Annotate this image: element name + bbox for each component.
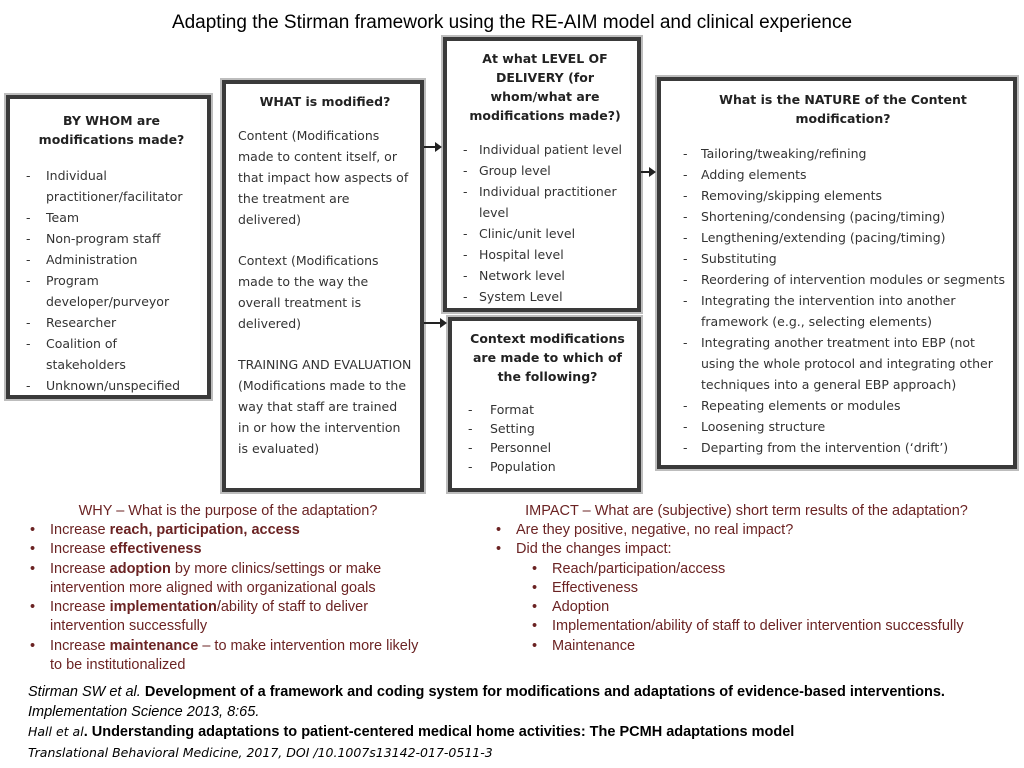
reference-stirman [28,683,1008,722]
arrow-what-to-context [424,322,445,324]
context-item: - Population [466,457,629,476]
reference-title: Development of a framework and coding system for modifications and adaptations of evidence-based interventions. [140,684,945,700]
impact-subitem: • Maintenance [530,637,999,656]
by-whom-item: - Team [24,207,199,228]
why-item-keyword: effectiveness [109,541,202,558]
reference-hall-journal: Translational Behavioral Medicine, 2017, DOI /10.1007s13142-017-0511-3 [28,744,493,760]
impact-subitem: • Reach/participation/access [530,560,999,579]
why-item-keyword: adoption [109,560,171,577]
level-item: - Clinic/unit level [461,223,629,244]
why-item-text: Increase [50,599,110,616]
impact-item: • Did the changes impact: [494,540,999,559]
level-item: - Individual practitioner level [461,181,629,223]
context-modifications-box [448,317,641,492]
arrow-what-to-level [424,146,440,148]
impact-subitem: • Effectiveness [530,579,999,598]
what-content-section: Content (Modifications made to content itself, or that impact how aspects of the treatment are delivered) [238,128,409,227]
page-title: Adapting the Stirman framework using the RE-AIM model and clinical experience [171,12,853,33]
impact-section [494,502,999,656]
nature-item: - Departing from the intervention (‘drift’) [681,437,1005,458]
level-of-delivery-box [443,37,641,312]
reference-author: Stirman SW et al. [28,684,141,700]
nature-heading: What is the NATURE of the Content modification? [719,92,967,126]
impact-item: • Are they positive, negative, no real impact? [494,521,999,540]
by-whom-item: - Individual practitioner/facilitator [24,165,199,207]
level-item: - System Level [461,286,629,307]
what-training-section: TRAINING AND EVALUATION (Modifications made to the way that staff are trained in or how the intervention is evaluated) [238,357,412,456]
why-item [28,540,428,559]
what-modified-heading: WHAT is modified? [259,94,391,109]
nature-item: - Tailoring/tweaking/refining [681,143,1005,164]
impact-heading: IMPACT – What are (subjective) short term results of the adaptation? [525,503,968,519]
why-item [28,560,428,599]
impact-subitem: • Adoption [530,598,999,617]
why-item [28,598,428,637]
why-section [28,502,428,675]
nature-item: - Removing/skipping elements [681,185,1005,206]
reference-title: . Understanding adaptations to patient-centered medical home activities: The PCMH adaptations model [83,724,795,740]
by-whom-item: - Administration [24,249,199,270]
impact-sublist [494,560,999,656]
nature-item: - Loosening structure [681,416,1005,437]
by-whom-list [24,165,199,396]
nature-item: - Lengthening/extending (pacing/timing) [681,227,1005,248]
by-whom-box [6,95,211,399]
references [28,683,1008,762]
context-list [466,400,629,476]
why-item-text: Increase [50,637,110,654]
why-item-text: by more clinics/settings or make intervention more aligned with organizational goals [50,560,382,596]
nature-item: - Reordering of intervention modules or segments [681,269,1005,290]
impact-list [494,521,999,560]
impact-subitem: • Implementation/ability of staff to deliver intervention successfully [530,617,999,636]
level-item: - Individual patient level [461,139,629,160]
by-whom-heading: BY WHOM are modifications made? [38,113,185,147]
why-list [28,521,428,675]
what-modified-box [222,80,424,492]
by-whom-item: - Unknown/unspecified [24,375,199,396]
why-item-text: Increase [50,541,110,558]
reference-author: Hall et al [28,724,84,739]
why-item-text: Increase [50,560,110,577]
why-item-text: /ability of staff to deliver intervention successfully [50,599,369,635]
context-item: - Setting [466,419,629,438]
reference-journal: Implementation Science 2013, 8:65. [28,703,260,720]
by-whom-item: - Researcher [24,312,199,333]
nature-list [681,143,1005,458]
level-heading: At what LEVEL OF DELIVERY (for whom/what are modifications made?) [469,51,621,123]
nature-item: - Substituting [681,248,1005,269]
by-whom-item: - Coalition of stakeholders [24,333,199,375]
reference-hall [28,722,1008,743]
nature-item: - Shortening/condensing (pacing/timing) [681,206,1005,227]
why-item-text: Increase [50,522,110,538]
why-item-keyword: maintenance [109,637,199,654]
why-item-text: – to make intervention more likely to be institutionalized [50,637,419,674]
level-item: - Group level [461,160,629,181]
why-item [28,521,428,540]
what-context-section: Context (Modifications made to the way the overall treatment is delivered) [238,253,379,331]
why-heading: WHY – What is the purpose of the adaptation? [78,503,378,519]
context-heading: Context modifications are made to which of the following? [470,331,625,384]
level-item: - Network level [461,265,629,286]
nature-item: - Integrating another treatment into EBP (not using the whole protocol and integrating other techniques into a general EBP approach) [681,332,1005,395]
why-item-keyword: reach, participation, access [109,522,300,538]
arrow-level-to-nature [641,171,654,173]
context-item: - Format [466,400,629,419]
why-item [28,637,428,676]
nature-item: - Repeating elements or modules [681,395,1005,416]
context-item: - Personnel [466,438,629,457]
nature-of-modification-box [657,77,1017,469]
level-list [461,139,629,307]
nature-item: - Integrating the intervention into another framework (e.g., selecting elements) [681,290,1005,332]
nature-item: - Adding elements [681,164,1005,185]
why-item-keyword: implementation [109,599,217,616]
by-whom-item: - Program developer/purveyor [24,270,199,312]
level-item: - Hospital level [461,244,629,265]
by-whom-item: - Non-program staff [24,228,199,249]
